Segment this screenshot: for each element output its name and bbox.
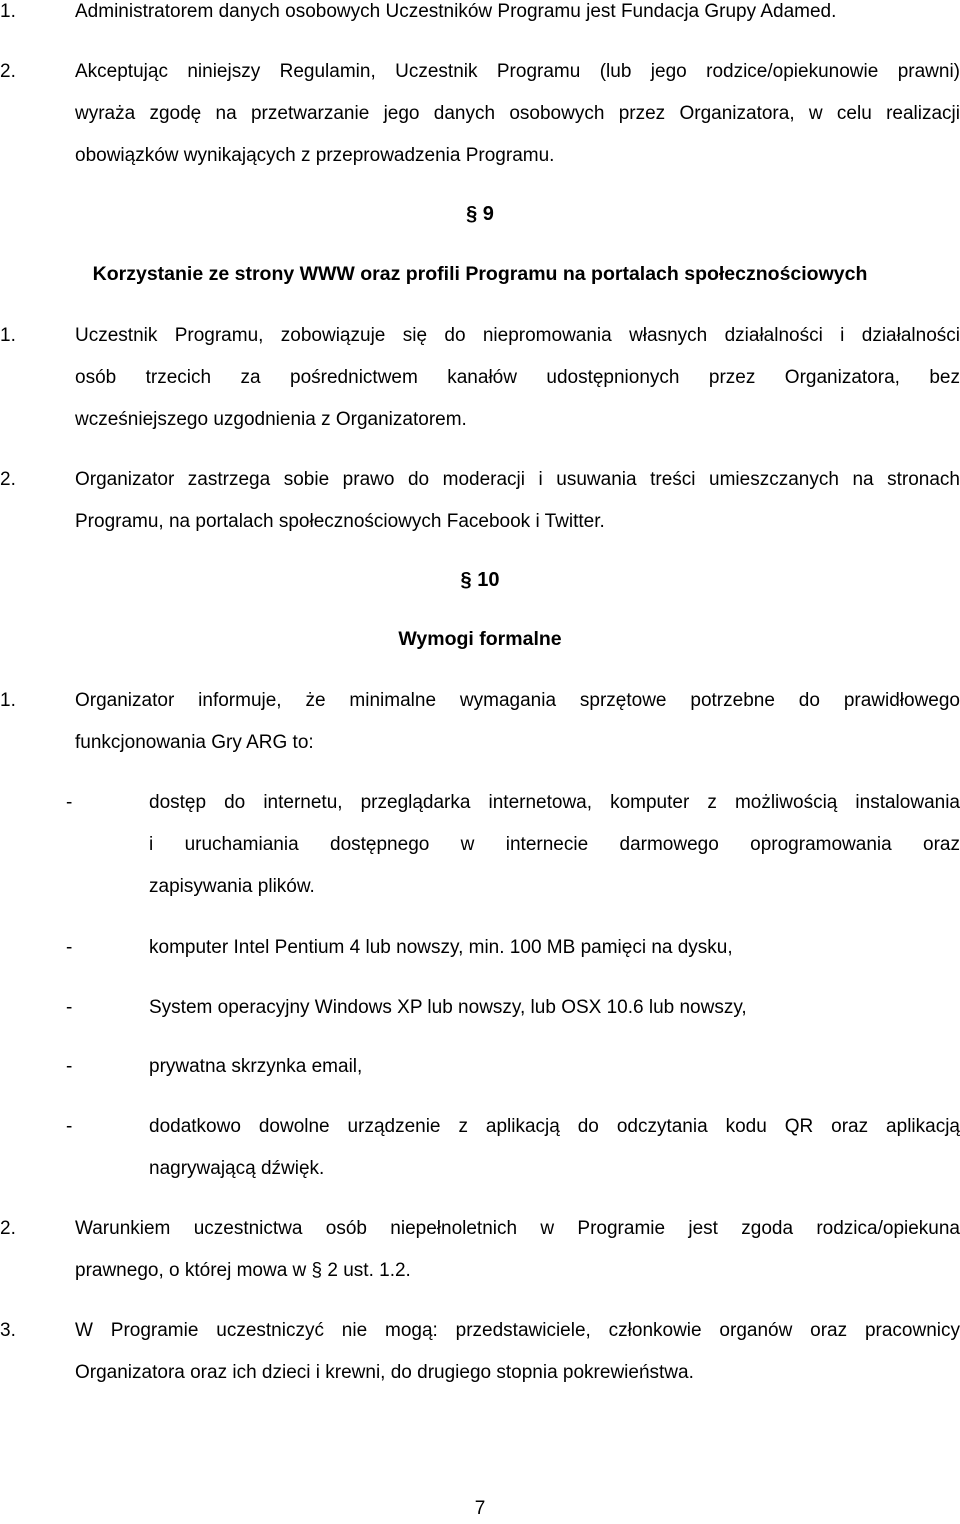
section-10-number: § 10 xyxy=(460,569,500,591)
paragraph-number: 3. xyxy=(0,1320,16,1341)
section-9-title: Korzystanie ze strony WWW oraz profili Programu na portalach społecznościowych xyxy=(92,263,868,285)
section-9-number: § 9 xyxy=(466,203,494,225)
bullet-dash: - xyxy=(66,997,73,1018)
paragraph-line: Organizator zastrzega sobie prawo do moderacji i usuwania treści umieszczanych na stronach xyxy=(75,469,960,490)
paragraph-number: 1. xyxy=(0,690,16,711)
paragraph-number: 2. xyxy=(0,1218,16,1239)
page-number: 7 xyxy=(474,1498,486,1519)
bullet-dash: - xyxy=(66,792,73,813)
bullet-dash: - xyxy=(66,1116,73,1137)
requirement-line: prywatna skrzynka email, xyxy=(149,1056,363,1077)
paragraph-line: prawnego, o której mowa w § 2 ust. 1.2. xyxy=(75,1260,411,1281)
paragraph-line: Organizatora oraz ich dzieci i krewni, do drugiego stopnia pokrewieństwa. xyxy=(75,1362,694,1383)
requirement-line: i uruchamiania dostępnego w internecie darmowego oprogramowania oraz xyxy=(149,834,960,855)
paragraph-line: obowiązków wynikających z przeprowadzenia Programu. xyxy=(75,145,555,166)
section-10-title: Wymogi formalne xyxy=(398,628,562,650)
paragraph-line: Administratorem danych osobowych Uczestników Programu jest Fundacja Grupy Adamed. xyxy=(75,1,837,22)
requirement-line: dodatkowo dowolne urządzenie z aplikacją do odczytania kodu QR oraz aplikacją xyxy=(149,1116,960,1137)
paragraph-line: osób trzecich za pośrednictwem kanałów udostępnionych przez Organizatora, bez xyxy=(75,367,960,388)
paragraph-line: funkcjonowania Gry ARG to: xyxy=(75,732,314,753)
requirement-line: nagrywającą dźwięk. xyxy=(149,1158,325,1179)
bullet-dash: - xyxy=(66,1056,73,1077)
requirement-line: System operacyjny Windows XP lub nowszy, lub OSX 10.6 lub nowszy, xyxy=(149,997,747,1018)
paragraph-line: wcześniejszego uzgodnienia z Organizatorem. xyxy=(75,409,467,430)
paragraph-line: wyraża zgodę na przetwarzanie jego danych osobowych przez Organizatora, w celu realizacji xyxy=(75,103,960,124)
paragraph-number: 1. xyxy=(0,1,16,22)
requirement-line: zapisywania plików. xyxy=(149,876,315,897)
paragraph-line: Warunkiem uczestnictwa osób niepełnoletnich w Programie jest zgoda rodzica/opiekuna xyxy=(75,1218,960,1239)
paragraph-number: 1. xyxy=(0,325,16,346)
paragraph-line: Programu, na portalach społecznościowych Facebook i Twitter. xyxy=(75,511,605,532)
paragraph-line: Organizator informuje, że minimalne wymagania sprzętowe potrzebne do prawidłowego xyxy=(75,690,960,711)
paragraph-line: W Programie uczestniczyć nie mogą: przedstawiciele, członkowie organów oraz pracownicy xyxy=(75,1320,960,1341)
bullet-dash: - xyxy=(66,937,73,958)
paragraph-number: 2. xyxy=(0,469,16,490)
paragraph-line: Uczestnik Programu, zobowiązuje się do niepromowania własnych działalności i działalności xyxy=(75,325,960,346)
requirement-line: komputer Intel Pentium 4 lub nowszy, min. 100 MB pamięci na dysku, xyxy=(149,937,733,958)
requirement-line: dostęp do internetu, przeglądarka internetowa, komputer z możliwością instalowania xyxy=(149,792,960,813)
paragraph-number: 2. xyxy=(0,61,16,82)
paragraph-line: Akceptując niniejszy Regulamin, Uczestnik Programu (lub jego rodzice/opiekunowie prawni) xyxy=(75,61,960,82)
